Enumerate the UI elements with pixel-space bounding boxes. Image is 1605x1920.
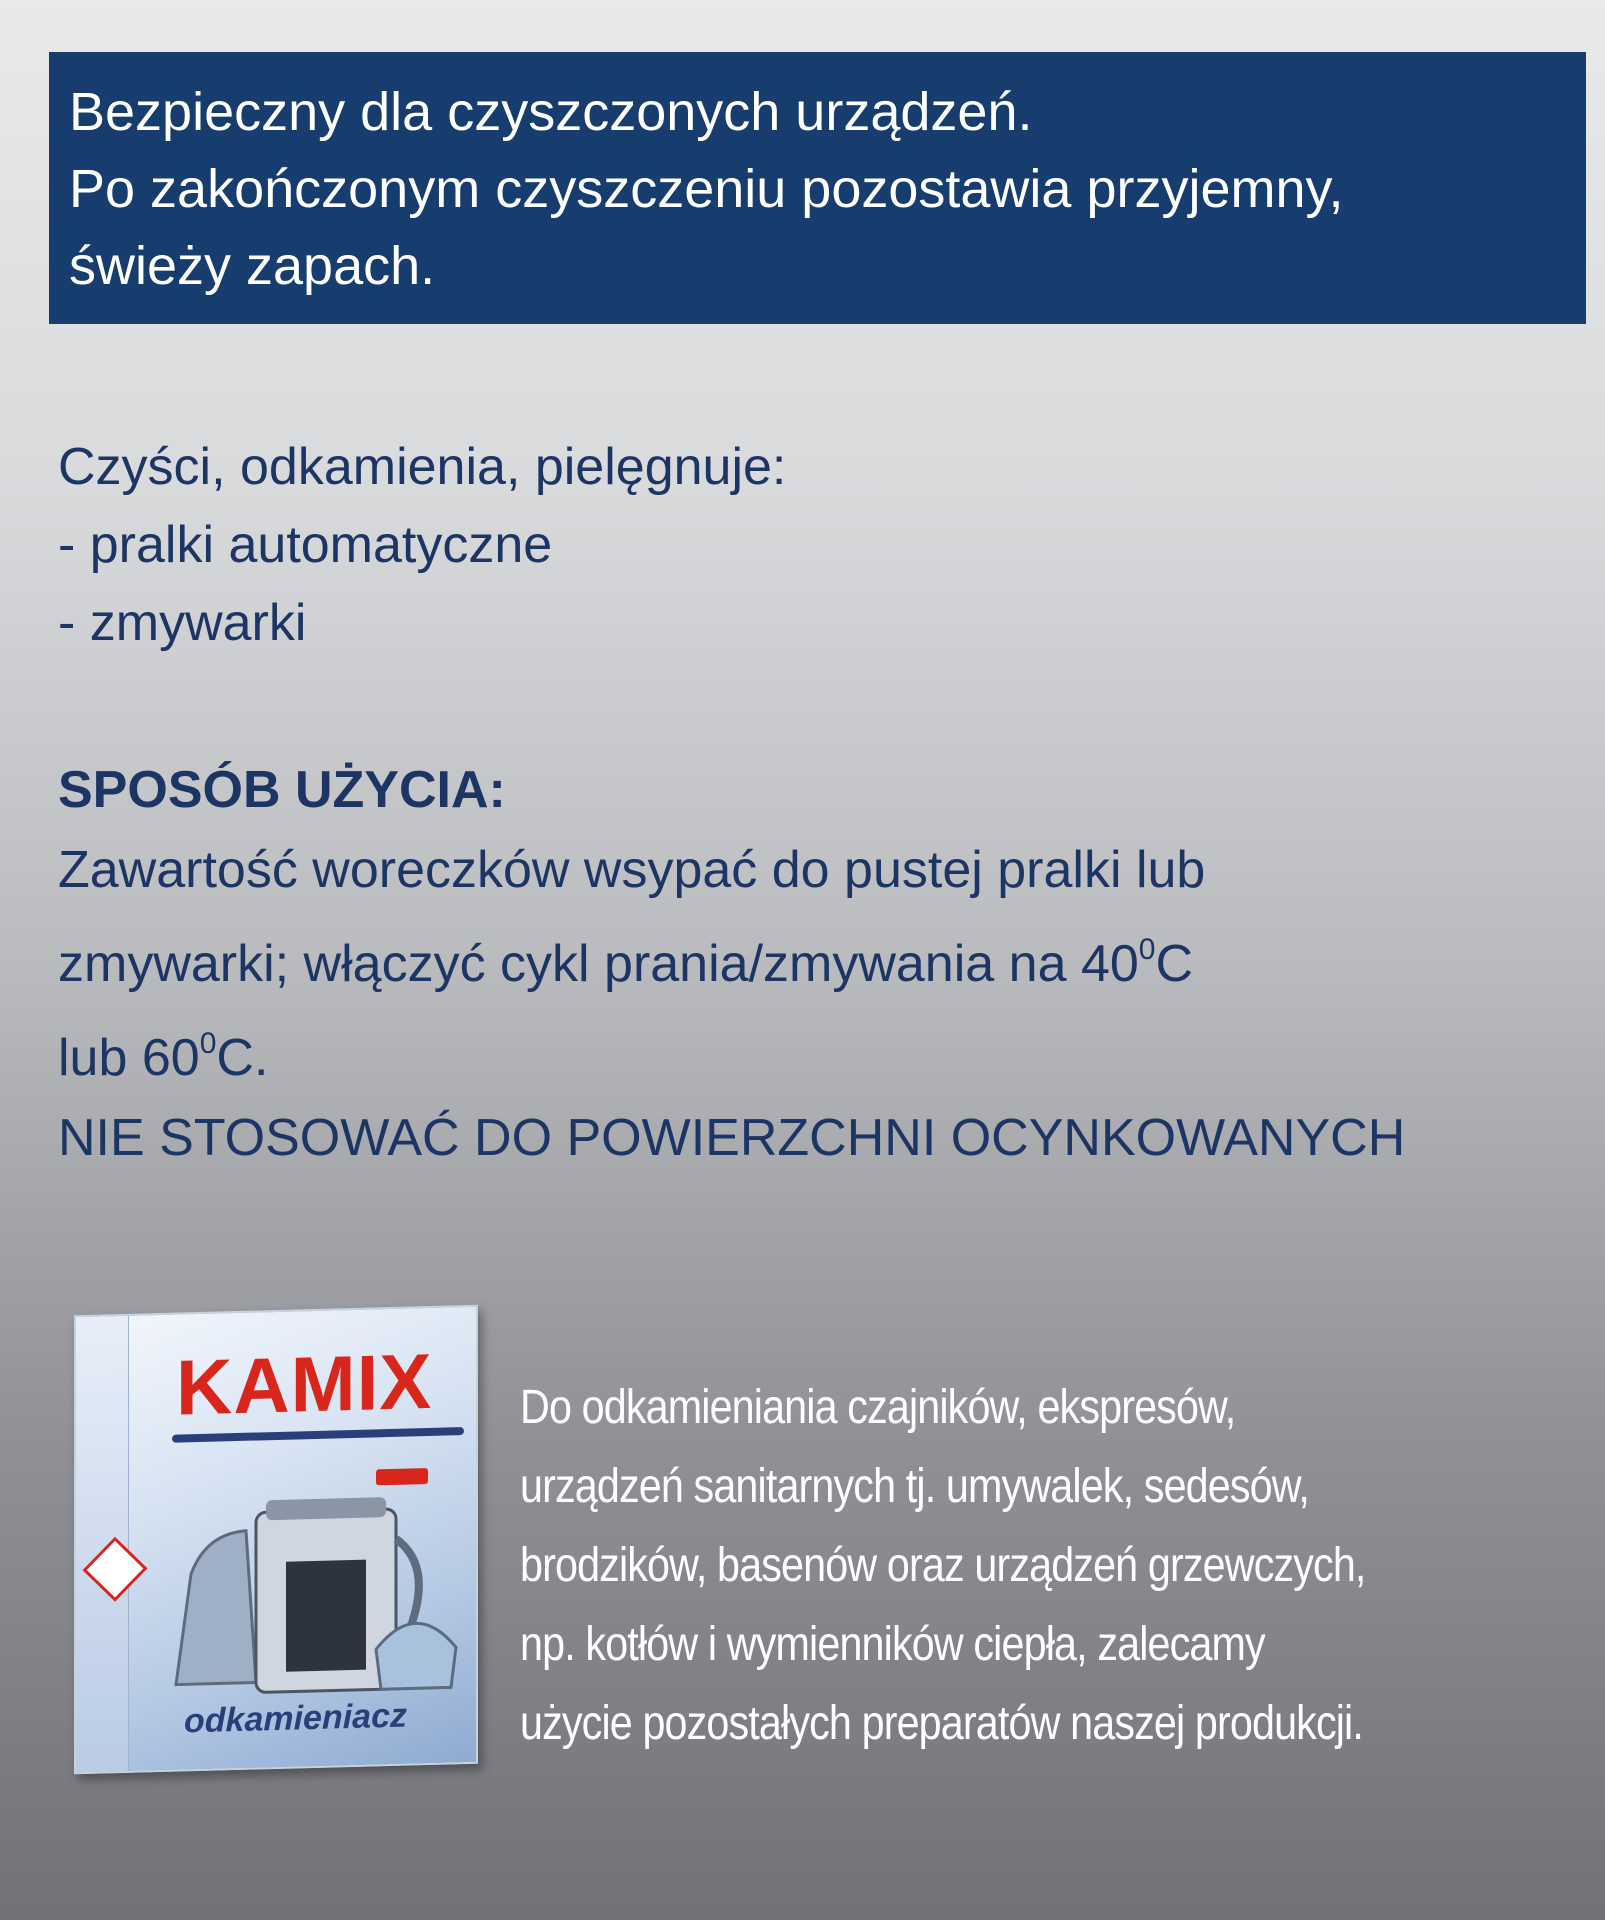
product-brand: KAMIX <box>176 1336 433 1432</box>
usage-line <box>58 1004 1405 1098</box>
description-line: np. kotłów i wymienników ciepła, zalecamy <box>520 1618 1265 1671</box>
banner-line: Po zakończonym czyszczeniu pozostawia przyjemny, <box>69 159 1344 219</box>
unit-label: C <box>1155 935 1194 993</box>
degree-mark: 0 <box>1138 933 1156 966</box>
usage-line <box>58 910 1405 1004</box>
kettle-icon <box>136 1447 466 1706</box>
product-box-image <box>74 1305 478 1775</box>
degree-mark: 0 <box>199 1027 217 1060</box>
product-description <box>520 1368 1366 1763</box>
description-line: Do odkamieniania czajników, ekspresów, <box>520 1381 1236 1434</box>
uses-item: - pralki automatyczne <box>58 516 553 574</box>
unit-label: C <box>216 1029 254 1087</box>
top-banner <box>49 52 1586 324</box>
usage-warning: NIE STOSOWAĆ DO POWIERZCHNI OCYNKOWANYCH <box>58 1109 1406 1167</box>
usage-line-text: lub 60 <box>58 1029 200 1087</box>
banner-line: Bezpieczny dla czyszczonych urządzeń. <box>69 82 1033 142</box>
product-subbrand: odkamieniacz <box>184 1696 407 1741</box>
usage-heading: SPOSÓB UŻYCIA: <box>58 761 506 819</box>
usage-line-end: . <box>253 1029 269 1087</box>
description-line: urządzeń sanitarnych tj. umywalek, sedesów, <box>520 1460 1310 1513</box>
uses-heading: Czyści, odkamienia, pielęgnuje: <box>58 438 787 496</box>
usage-section <box>58 750 1405 1178</box>
uses-item: - zmywarki <box>58 594 307 652</box>
description-line: użycie pozostałych preparatów naszej produkcji. <box>520 1697 1363 1750</box>
banner-line: świeży zapach. <box>69 236 436 296</box>
description-line: brodzików, basenów oraz urządzeń grzewczych, <box>520 1539 1366 1592</box>
uses-section <box>58 428 786 662</box>
usage-line: Zawartość woreczków wsypać do pustej pralki lub <box>58 841 1206 899</box>
usage-line-text: zmywarki; włączyć cykl prania/zmywania na 40 <box>58 935 1139 993</box>
